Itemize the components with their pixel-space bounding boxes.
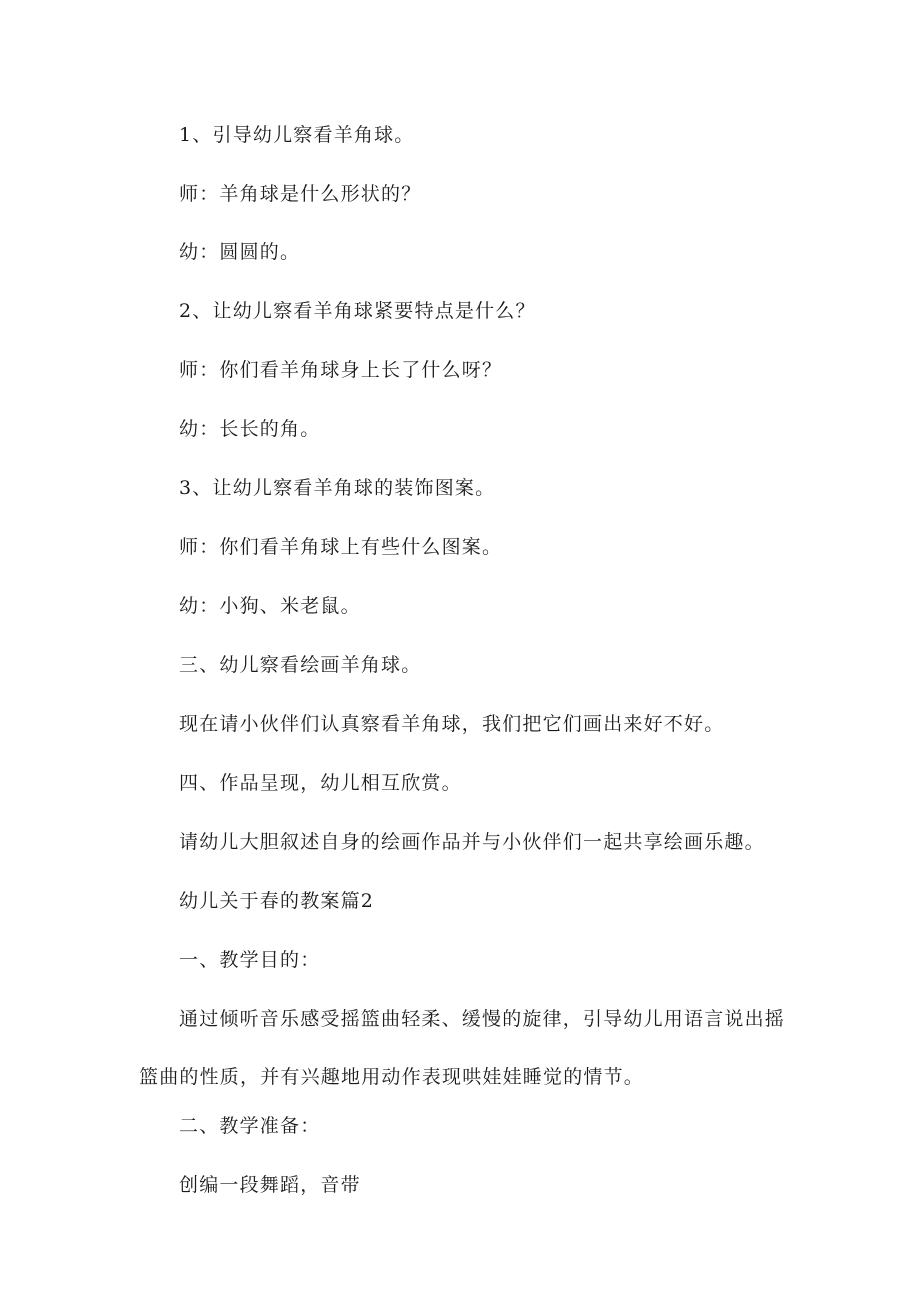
section-heading: 四、作品呈现，幼儿相互欣赏。 [179,772,462,794]
section-heading: 一、教学目的： [179,949,321,971]
text-line: 创编一段舞蹈，音带 [179,1174,361,1196]
text-line: 请幼儿大胆叙述自身的绘画作品并与小伙伴们一起共享绘画乐趣。 [179,831,765,853]
text-line: 3、让幼儿察看羊角球的装饰图案。 [179,477,496,499]
text-line: 幼：小狗、米老鼠。 [179,595,361,617]
goal-paragraph-line: 篮曲的性质，并有兴趣地用动作表现哄娃娃睡觉的情节。 [139,1066,645,1088]
goal-paragraph-line: 通过倾听音乐感受摇篮曲轻柔、缓慢的旋律，引导幼儿用语言说出摇 [179,1008,786,1030]
text-line: 师：你们看羊角球身上长了什么呀？ [179,359,503,381]
text-line: 现在请小伙伴们认真察看羊角球，我们把它们画出来好不好。 [179,713,725,735]
text-line: 师：羊角球是什么形状的？ [179,183,422,205]
goal-paragraph [139,1007,789,1089]
text-line: 幼：圆圆的。 [179,241,301,263]
text-line: 2、让幼儿察看羊角球紧要特点是什么？ [179,300,536,322]
text-line: 幼：长长的角。 [179,418,321,440]
section-heading: 二、教学准备： [179,1115,321,1137]
section-heading: 三、幼儿察看绘画羊角球。 [179,654,422,676]
text-line: 师：你们看羊角球上有些什么图案。 [179,536,503,558]
article-title: 幼儿关于春的教案篇2 [179,890,375,912]
text-line: 1、引导幼儿察看羊角球。 [179,124,415,146]
